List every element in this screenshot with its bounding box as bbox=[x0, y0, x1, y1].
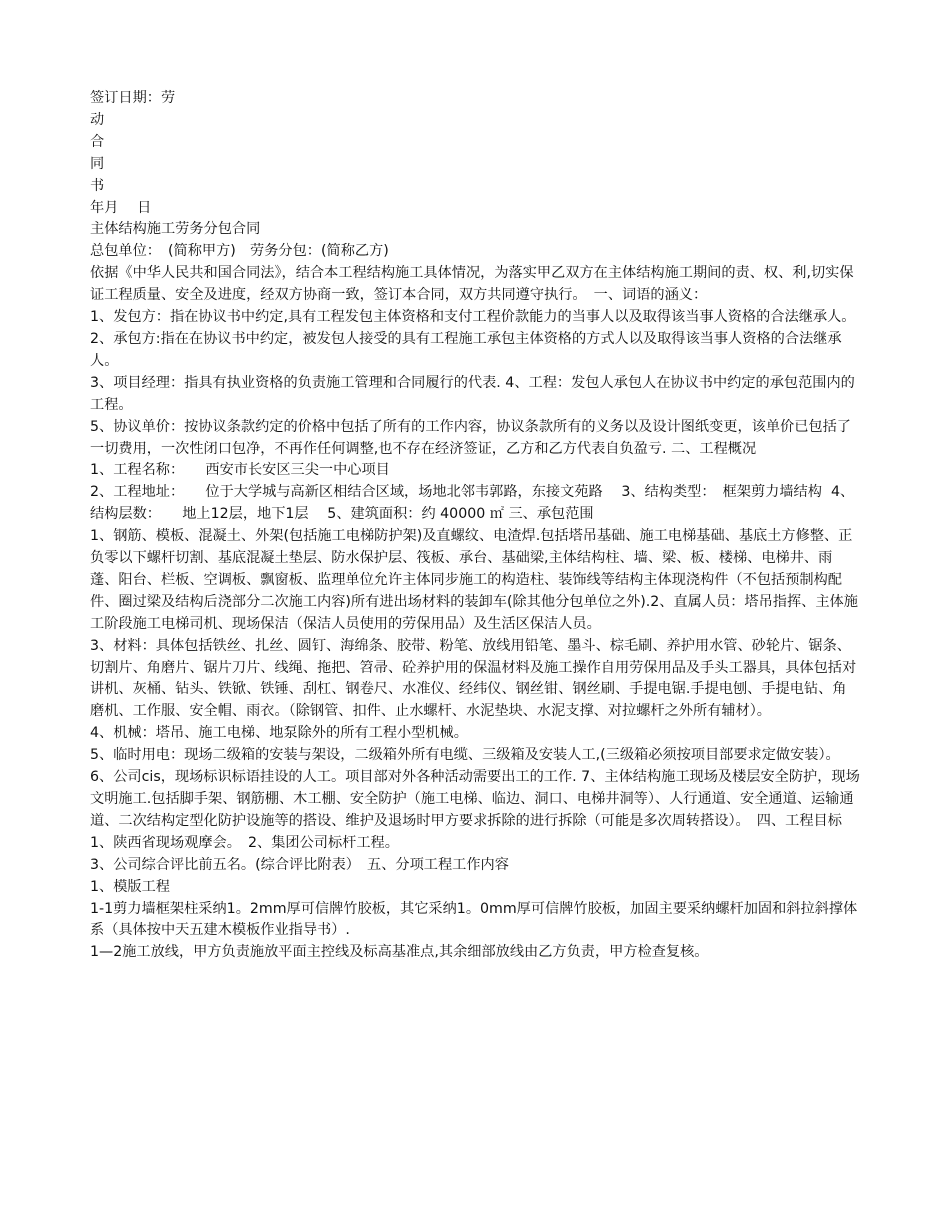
sign-date-line: 签订日期：劳 bbox=[90, 90, 176, 106]
paragraph-term-3: 3、项目经理：指具有执业资格的负责施工管理和合同履行的代表. 4、工程：发包人承包人在协议书中约定的承包范围内的工程。 bbox=[90, 374, 855, 413]
paragraph-goal-1: 1、陕西省现场观摩会。 2、集团公司标杆工程。 bbox=[90, 834, 399, 851]
paragraph-scope-1: 1、钢筋、模板、混凝土、外架(包括施工电梯防护架)及直螺纹、电渣焊.包括塔吊基础、施工电梯基础、基底土方修整、正负零以下螺杆切割、基底混凝土垫层、防水保护层、筏板、承台、基础梁,主体结构柱、墙、梁、板、楼梯、电梯井、雨蓬、阳台、栏板、空调板、飘窗板、监理单位允许主体同步施工的构造柱、装饰线等结构主体现浇构件（不包括预制构配件、圈过梁及结构后浇部分二次施工内容)所有进出场材料的装卸车(除其他分包单位之外).2、直属人员：塔吊指挥、主体施工阶段施工电梯司机、现场保洁（保洁人员使用的劳保用品）及生活区保洁人员。 bbox=[90, 528, 858, 632]
vertical-title-char: 书 bbox=[90, 177, 105, 194]
paragraph-intro: 依据《中华人民共和国合同法》，结合本工程结构施工具体情况，为落实甲乙双方在主体结构施工期间的责、权、利,切实保证工程质量、安全及进度，经双方协商一致，签订本合同，双方共同遵守执行。 一、词语的涵义： bbox=[90, 265, 854, 304]
paragraph-formwork-heading: 1、模版工程 bbox=[90, 878, 170, 895]
contract-title: 主体结构施工劳务分包合同 bbox=[90, 221, 261, 238]
paragraph-project-name: 1、工程名称： 西安市长安区三尖一中心项目 bbox=[90, 462, 390, 479]
paragraph-formwork-1-2: 1—2施工放线，甲方负责施放平面主控线及标高基准点,其余细部放线由乙方负责，甲方检查复核。 bbox=[90, 944, 709, 961]
date-line: 年月 日 bbox=[90, 199, 152, 216]
vertical-title-char: 同 bbox=[90, 155, 105, 172]
paragraph-formwork-1-1: 1-1剪力墙框架柱采纳1。2mm厚可信牌竹胶板，其它采纳1。0mm厚可信牌竹胶板，加固主要采纳螺杆加固和斜拉斜撑体系（具体按中天五建木模板作业指导书）. bbox=[90, 900, 858, 939]
paragraph-scope-cis: 6、公司cis，现场标识标语挂设的人工。项目部对外各种活动需要出工的工作. 7、主体结构施工现场及楼层安全防护，现场文明施工.包括脚手架、钢筋棚、木工棚、安全防护（施工电梯、临边、洞口、电梯井洞等）、人行通道、安全通道、运输通道、二次结构定型化防护设施等的搭设、维护及退场时甲方要求拆除的进行拆除（可能是多次周转搭设）。 四、工程目标 bbox=[90, 769, 860, 829]
paragraph-project-address: 2、工程地址： 位于大学城与高新区相结合区域，场地北邻韦郭路，东接文苑路 3、结构类型： 框架剪力墙结构 4、结构层数： 地上12层，地下1层 5、建筑面积：约 40000 ㎡ 三、承包范围 bbox=[90, 484, 855, 523]
vertical-title-char: 动 bbox=[90, 111, 105, 128]
parties-line: 总包单位： (简称甲方) 劳务分包：(简称乙方) bbox=[90, 243, 389, 260]
paragraph-scope-machinery: 4、机械：塔吊、施工电梯、地泵除外的所有工程小型机械。 bbox=[90, 725, 468, 742]
paragraph-term-1: 1、发包方：指在协议书中约定,具有工程发包主体资格和支付工程价款能力的当事人以及取得该当事人资格的合法继承人。 bbox=[90, 309, 856, 326]
vertical-title-char: 合 bbox=[90, 133, 105, 150]
paragraph-goal-3: 3、公司综合评比前五名。(综合评比附表） 五、分项工程工作内容 bbox=[90, 856, 509, 873]
paragraph-term-2: 2、承包方:指在在协议书中约定，被发包人接受的具有工程施工承包主体资格的方式人以及取得该当事人资格的合法继承人。 bbox=[90, 330, 842, 369]
paragraph-term-5: 5、协议单价：按协议条款约定的价格中包括了所有的工作内容，协议条款所有的义务以及设计图纸变更，该单价已包括了一切费用，一次性闭口包净，不再作任何调整,也不存在经济签证，乙方和乙方代表自负盈亏. 二、工程概况 bbox=[90, 418, 851, 457]
paragraph-scope-power: 5、临时用电：现场二级箱的安装与架设，二级箱外所有电缆、三级箱及安装人工,(三级箱必须按项目部要求定做安装）。 bbox=[90, 747, 840, 764]
paragraph-scope-materials: 3、材料：具体包括铁丝、扎丝、圆钉、海绵条、胶带、粉笔、放线用铅笔、墨斗、棕毛刷、养护用水管、砂轮片、锯条、切割片、角磨片、锯片刀片、线绳、拖把、笤帚、砼养护用的保温材料及施工操作自用劳保用品及手头工器具，具体包括对讲机、灰桶、钻头、铁锨、铁锤、刮杠、钢卷尺、水准仪、经纬仪、钢丝钳、钢丝刷、手提电锯.手提电刨、手提电钻、角磨机、工作服、安全帽、雨衣。（除钢管、扣件、止水螺杆、水泥垫块、水泥支撑、对拉螺杆之外所有辅材）。 bbox=[90, 637, 857, 720]
